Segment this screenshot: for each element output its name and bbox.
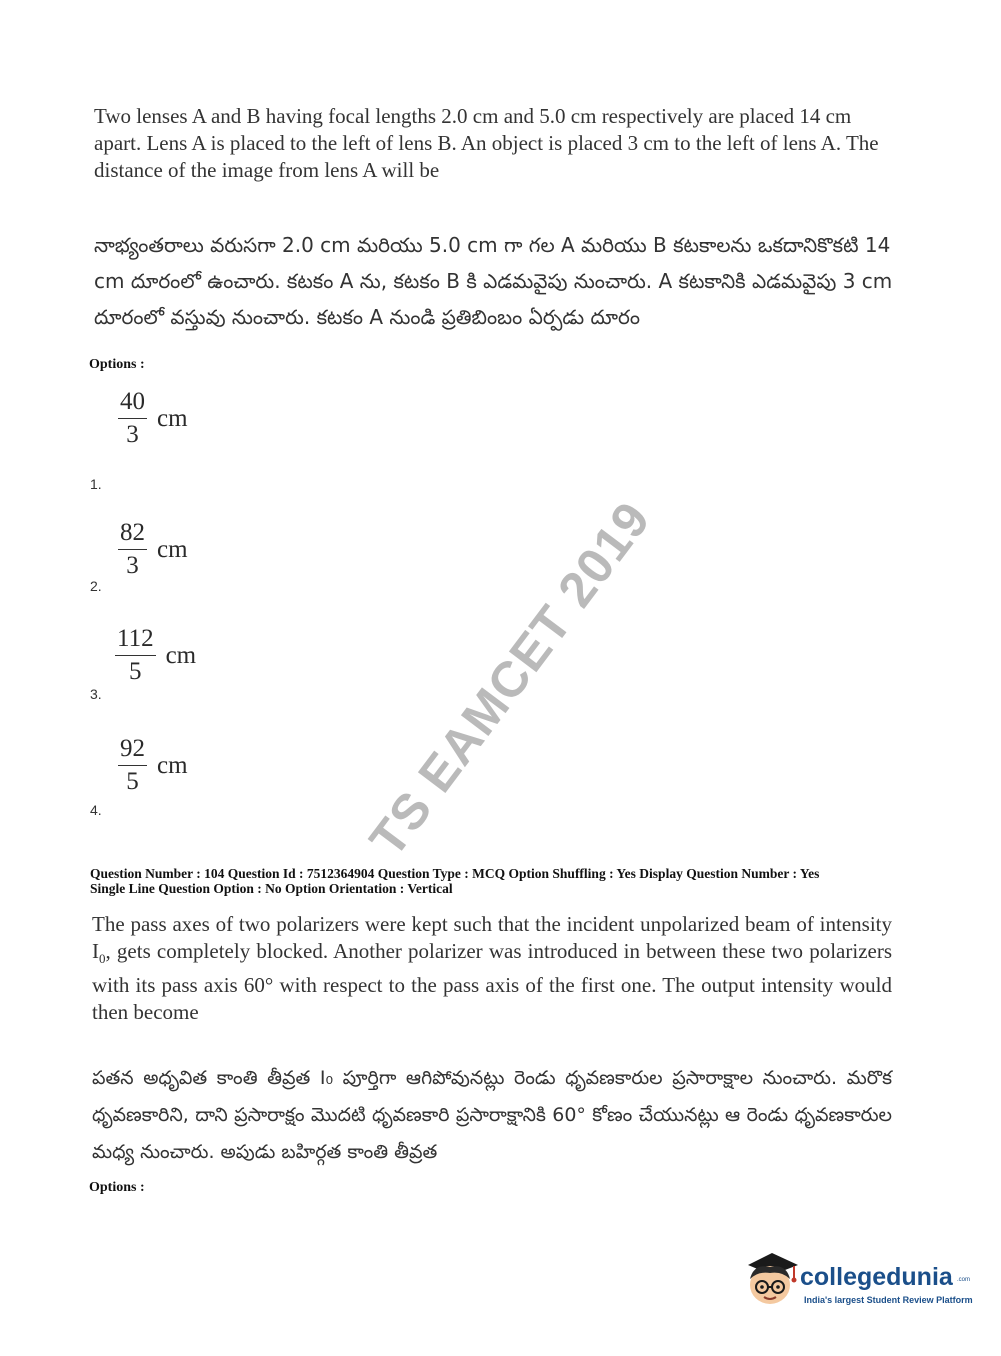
- question2-english-text: [92, 911, 892, 1026]
- logo-domain-suffix: .com: [957, 1277, 971, 1283]
- option-3-unit: cm: [165, 641, 197, 669]
- option-4-numerator: 92: [118, 733, 147, 766]
- question2-meta-line1: Question Number : 104 Question Id : 7512364904 Question Type : MCQ Option Shuffling : Yes Display Question Number : Yes: [90, 866, 820, 881]
- option-4-unit: cm: [157, 751, 188, 779]
- option-1-numerator: 40: [118, 386, 147, 419]
- question2-meta-line2: Single Line Question Option : No Option Orientation : Vertical: [90, 881, 453, 896]
- option-1-denominator: 3: [126, 421, 139, 448]
- option-2-number: 2.: [90, 578, 102, 594]
- question1-telugu-text: నాభ్యంతరాలు వరుసగా 2.0 cm మరియు 5.0 cm గా గల A మరియు B కటకాలను ఒకదానికొకటి 14 cm దూరంలో ఉంచారు. కటకం A ను, కటకం B కి ఎడమవైపు నుంచారు. A కటకానికి ఎడమవైపు 3 cm దూరంలో వస్తువు నుంచారు. కటకం A నుండి ప్రతిబింబం ఏర్పడు దూరం: [94, 233, 893, 329]
- mascot-icon: [742, 1249, 802, 1313]
- option-4-denominator: 5: [126, 768, 139, 795]
- logo-brand-text: collegedunia: [800, 1263, 953, 1291]
- collegedunia-logo: [742, 1249, 972, 1313]
- option-3-denominator: 5: [129, 658, 142, 685]
- option-2-fraction: [118, 517, 147, 582]
- question2-telugu-text: పతన అధృవిత కాంతి తీవ్రత I₀ పూర్తిగా ఆగిపోవునట్లు రెండు ధృవణకారుల ప్రసారాక్షాల నుంచారు. మరొక ధృవణకారిని, దాని ప్రసారాక్షం మొదటి ధృవణకారి ప్రసారాక్షానికి 60° కోణం చేయునట్లు ఆ రెండు ధృవణకారుల మధ్య నుంచారు. అపుడు బహిర్గత కాంతి తీవ్రత: [92, 1067, 892, 1163]
- question2-options-label: Options :: [89, 1180, 145, 1195]
- question1-english-text: Two lenses A and B having focal lengths 2.0 cm and 5.0 cm respectively are placed 14 cm apart. Lens A is placed to the left of lens B. An object is placed 3 cm to the left of lens A. The distance of the image from lens A will be: [94, 104, 879, 182]
- option-3-fraction: [115, 623, 156, 688]
- option-4-fraction: [118, 733, 147, 798]
- option-1-unit: cm: [157, 404, 188, 432]
- question1-options-label: Options :: [89, 357, 145, 372]
- option-3-number: 3.: [90, 686, 102, 702]
- question2-english-part1: The pass axes of two polarizers were kept such that the incident unpolarized beam of intensity I: [92, 912, 892, 963]
- option-3-expression: [115, 623, 196, 688]
- option-1-fraction: [118, 386, 147, 451]
- option-2-unit: cm: [157, 535, 188, 563]
- option-4-number: 4.: [90, 802, 102, 818]
- option-1-number: 1.: [90, 476, 102, 492]
- option-1-expression: [118, 386, 188, 451]
- option-2-expression: [118, 517, 188, 582]
- option-4-expression: [118, 733, 188, 798]
- question2-english-part2: , gets completely blocked. Another polarizer was introduced in between these two polarizers with its pass axis 60° with respect to the pass axis of the first one. The output intensity would then become: [92, 939, 892, 1025]
- logo-tagline: India's largest Student Review Platform: [804, 1295, 973, 1305]
- watermark: TS EAMCET 2019: [358, 491, 662, 867]
- option-3-numerator: 112: [115, 623, 156, 656]
- option-2-denominator: 3: [126, 552, 139, 579]
- option-2-numerator: 82: [118, 517, 147, 550]
- question2-english-subscript: 0: [99, 951, 106, 967]
- question2-meta: [90, 866, 910, 896]
